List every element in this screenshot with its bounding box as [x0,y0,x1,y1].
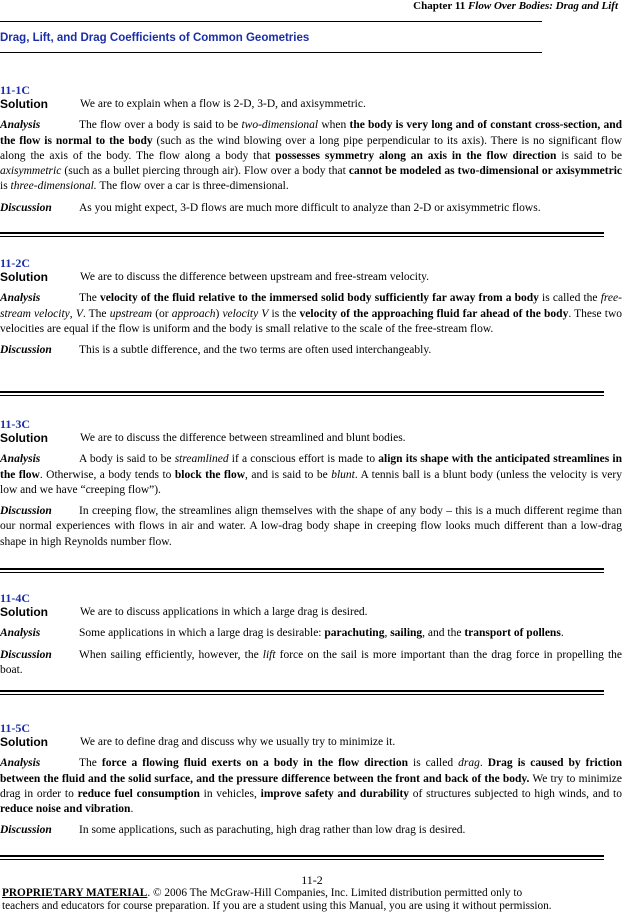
text-run: if a conscious effort is made to [228,453,379,466]
text-run: . A tennis ball is a blunt body (unless the velocity is very low and we have “creeping flow”). [0,468,622,496]
section-divider [0,568,604,573]
text-run: free-stream velocity [0,292,622,320]
solution-row [0,735,622,750]
text-run: three-dimensional. [10,180,97,193]
problem-id: 11-3C [0,417,30,431]
solution-label: Solution [0,431,48,445]
solution-text: We are to define drag and discuss why we usually try to minimize it. [80,736,396,748]
text-run: ) [215,307,223,320]
section-divider [0,855,604,860]
discussion-paragraph [0,504,622,550]
solution-row [0,431,622,446]
text-run: velocity of the fluid relative to the immersed solid body sufficiently far away from a body [100,292,539,305]
text-run: of structures subjected to high winds, and to [409,787,623,800]
text-run: the body is very long and of constant cross-section, and the flow is normal to the body [0,119,622,147]
text-run: velocity of the approaching fluid far ahead of the body [299,307,569,320]
text-run: (such as the wind blowing over a long pipe perpendicular to its axis). There is no significant flow along the axis of the body. The flow along a body that [0,134,622,162]
analysis-paragraph [0,626,622,641]
problem-id: 11-5C [0,721,30,735]
text-run: We try to minimize drag in order to [0,772,622,800]
solution-text: We are to explain when a flow is 2-D, 3-D, and axisymmetric. [80,98,366,110]
section-divider [0,690,604,695]
text-run: . The [82,307,110,320]
problem-block [0,721,622,839]
text-run: velocity V [222,307,269,320]
analysis-label: Analysis [0,292,41,305]
chapter-header [413,0,618,12]
solution-label: Solution [0,735,48,749]
text-run: is called [408,757,459,770]
text-run: parachuting [324,627,385,640]
text-run: . [560,627,564,640]
discussion-paragraph [0,201,622,216]
text-run: (or [152,307,172,320]
text-run: transport of pollens [464,627,561,640]
analysis-label: Analysis [0,119,41,132]
analysis-paragraph [0,118,622,194]
text-run: force a flowing fluid exerts on a body in the flow direction [101,757,409,770]
text-run: The [79,292,101,305]
text-run: block the flow [174,468,246,481]
footer-line-2: teachers and educators for course preparation. If you are a student using this Manual, you are using it without permission. [2,900,552,912]
text-run: . Otherwise, a body tends to [39,468,175,481]
text-run: is the [268,307,300,320]
chapter-title: Flow Over Bodies: Drag and Lift [467,0,618,12]
text-run: two-dimensional [241,119,319,132]
text-run: . These two velocities are equal if the flow is uniform and the body is small relative to the scale of the free-stream flow. [0,307,622,335]
text-run: V [75,307,83,320]
text-run: blunt [331,468,355,481]
text-run: reduce noise and vibration [0,803,131,816]
footer-line-1: PROPRIETARY MATERIAL. © 2006 The McGraw-Hill Companies, Inc. Limited distribution permitted only to [2,887,523,899]
discussion-label: Discussion [0,648,52,661]
discussion-label: Discussion [0,201,52,214]
text-run: force on the sail is more important than the drag force in propelling the boat. [0,648,622,676]
text-run: . [130,803,134,816]
text-run: reduce fuel consumption [77,787,200,800]
text-run: A body is said to be [79,453,175,466]
text-run: When sailing efficiently, however, the [79,648,263,661]
text-run: , [384,627,391,640]
discussion-paragraph [0,648,622,679]
text-run: lift [262,648,276,661]
text-run: (such as a bullet piercing through air). Flow over a body that [61,165,349,178]
text-run: Drag is caused by friction between the fluid and the solid surface, and the pressure difference between the front and back of the body. [0,757,623,785]
header-rule [0,21,542,22]
analysis-label: Analysis [0,453,41,466]
problem-id: 11-1C [0,83,30,97]
footer [2,887,552,913]
analysis-paragraph [0,452,622,498]
solution-row [0,270,622,285]
discussion-label: Discussion [0,344,52,357]
discussion-label: Discussion [0,824,52,837]
section-title: Drag, Lift, and Drag Coefficients of Common Geometries [0,32,310,44]
text-run: The flow over a body is said to be [79,119,242,132]
text-run: upstream [109,307,153,320]
solution-label: Solution [0,97,48,111]
text-run: drag [458,757,480,770]
analysis-paragraph [0,756,622,817]
problem-block [0,256,622,358]
section-divider [0,232,604,237]
solution-label: Solution [0,605,48,619]
discussion-paragraph [0,823,622,838]
problem-block [0,83,622,216]
text-run: Some applications in which a large drag is desirable: [79,627,325,640]
text-run: This is a subtle difference, and the two terms are often used interchangeably. [79,344,432,357]
problem-id: 11-2C [0,256,30,270]
text-run: , and is said to be [245,468,332,481]
text-run: possesses symmetry along an axis in the flow direction [275,149,557,162]
text-run: is called the [538,292,601,305]
section-divider [0,391,604,396]
analysis-label: Analysis [0,757,41,770]
problem-block [0,591,622,678]
discussion-label: Discussion [0,505,52,518]
text-run: In some applications, such as parachuting, high drag rather than low drag is desired. [79,824,466,837]
text-run: , and the [422,627,465,640]
text-run: improve safety and durability [260,787,410,800]
text-run: in vehicles, [199,787,261,800]
solution-row [0,605,622,620]
text-run: align its shape with the anticipated streamlines in the flow [0,453,622,481]
solution-text: We are to discuss the difference between upstream and free-stream velocity. [80,271,430,283]
text-run: is [0,180,11,193]
proprietary-label: PROPRIETARY MATERIAL [2,887,148,899]
solution-text: We are to discuss applications in which a large drag is desired. [80,606,368,618]
problem-id: 11-4C [0,591,30,605]
analysis-paragraph [0,291,622,337]
text-run: cannot be modeled as two-dimensional or axisymmetric [348,165,622,178]
solution-label: Solution [0,270,48,284]
text-run: The [79,757,102,770]
text-run: , [69,307,76,320]
text-run: As you might expect, 3-D flows are much more difficult to analyze than 2-D or axisymmetric flows. [79,201,541,214]
discussion-paragraph [0,343,622,358]
text-run: axisymmetric [0,165,62,178]
text-run: streamlined [174,453,229,466]
text-run: The flow over a car is three-dimensional. [96,180,289,193]
page-number: 11-2 [301,873,323,887]
text-run: sailing [390,627,423,640]
analysis-label: Analysis [0,627,41,640]
text-run: approach [171,307,216,320]
solution-text: We are to discuss the difference between streamlined and blunt bodies. [80,432,406,444]
chapter-label: Chapter 11 [413,0,466,12]
text-run: . [479,757,488,770]
text-run: when [318,119,350,132]
text-run: is said to be [556,149,622,162]
section-rule [0,52,542,53]
problem-block [0,417,622,550]
text-run: In creeping flow, the streamlines align themselves with the shape of any body – this is a much different regime than our normal experiences with flows in air and water. A low-drag body shape in creeping flow looks much different than a low-drag shape in high Reynolds number flow. [0,505,622,548]
solution-row [0,97,622,112]
